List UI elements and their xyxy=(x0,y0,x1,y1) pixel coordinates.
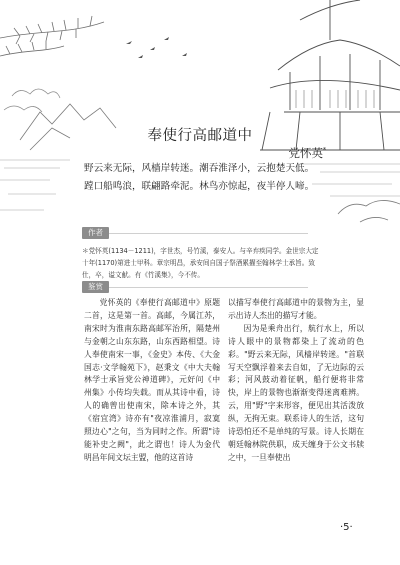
poem xyxy=(84,160,384,195)
body-column-right xyxy=(228,297,364,465)
divider xyxy=(82,287,308,288)
poem-line: 蹚口船鸣浪，联翩路牵泥。林鸟亦惊起，夜半停人啼。 xyxy=(84,180,315,192)
appreciation-section-tag: 鉴赏 xyxy=(82,281,109,293)
poem-line: 野云来无际，风樯岸转迷。潮吞淮泽小，云抱楚天低。 xyxy=(84,163,315,174)
body-paragraph: 因为是乘舟出行，航行水上，所以诗人眼中的景物都染上了流动的色彩。"野云来无际，风樯岸转迷。"首联写天空飘浮着来去自如，了无边际的云彩；河风鼓动着征帆，船行便将非常快，岸上的景物也渐渐变得迷离难辨。云，用"野"字来形容，便见出其活泼放纵，无拘无束。联系诗人的生活，这句诗恐怕还不是单纯的写景。诗人长期在朝廷翰林院供职，成天缠身于公文书牍之中，一旦奉使出 xyxy=(228,323,364,462)
divider xyxy=(82,233,308,234)
author-bio xyxy=(82,246,322,281)
body-paragraph: 党怀英的《奉使行高邮道中》原题二首，这是第一首。高邮，今属江苏，南宋时为淮南东路高邮军治所，隔楚州与金朝之山东东路，山东西路相望。诗人奉使南宋一事，《金史》本传、《大金国志·文学翰苑下》，赵秉文《中大夫翰林学士承旨党公神道碑》，元好问《中州集》小传均失载。而从其诗中看，诗人的确曾出使南宋，除本诗之外，其《宿宜湾》诗亦有"夜凉淮浦月，寂寞照边心"之句，当为同时之作。所谓"诗能补史之阙"，此之谓也！诗人为金代明昌年间文坛主盟，他的这首诗 xyxy=(84,298,220,462)
bio-text: ＊党怀英(1134－1211)，字世杰，号竹溪，泰安人。与辛弃疾同学。金世宗大定十年(1170)第进士甲科。章宗明昌，承安间自国子祭酒累擢至翰林学士承旨。致仕，卒，谥文献。有《竹溪集》，今不传。 xyxy=(82,247,319,279)
body-column-left xyxy=(84,297,220,465)
page-number: ·5· xyxy=(340,522,353,533)
body-paragraph: 以描写奉使行高邮道中的景物为主，显示出诗人杰出的描写才能。 xyxy=(228,298,364,320)
author-section-tag: 作者 xyxy=(82,227,109,239)
author-name: 党怀英* xyxy=(288,146,326,160)
article-title: 奉使行高邮道中 xyxy=(147,128,253,144)
